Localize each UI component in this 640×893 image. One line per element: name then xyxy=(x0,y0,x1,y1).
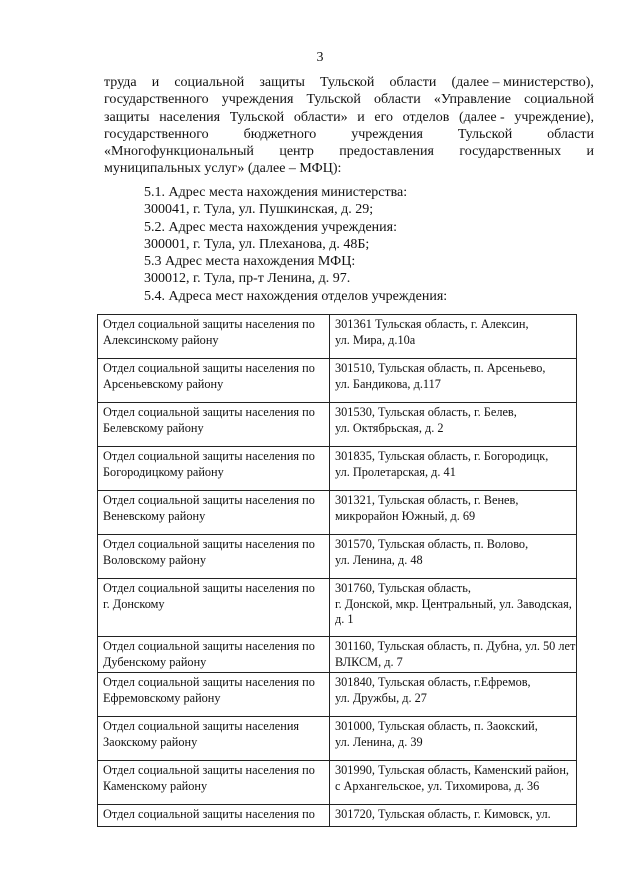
item-heading: 5.1. Адрес места нахождения министерства: xyxy=(144,185,408,200)
table-row xyxy=(98,673,577,717)
table-row xyxy=(98,637,577,673)
office-address-cell xyxy=(330,535,577,579)
office-address-line: с Архангельское, ул. Тихомирова, д. 36 xyxy=(335,778,540,793)
office-address-cell xyxy=(330,579,577,637)
office-name-line: Алексинскому району xyxy=(103,332,219,347)
table-row xyxy=(98,315,577,359)
office-address-cell xyxy=(330,403,577,447)
office-name-cell xyxy=(98,673,330,717)
table-row xyxy=(98,403,577,447)
office-address-cell xyxy=(330,761,577,805)
office-address-cell xyxy=(330,637,577,673)
office-address-line: 301835, Тульская область, г. Богородицк, xyxy=(335,449,549,463)
office-address-cell xyxy=(330,491,577,535)
office-address-line: 301570, Тульская область, п. Волово, xyxy=(335,537,529,551)
office-name-line: Отдел социальной защиты населения xyxy=(103,719,300,733)
paragraph-line: государственного учреждения Тульской области «Управление социальной xyxy=(104,92,594,108)
office-name-line: Каменскому району xyxy=(103,778,208,793)
paragraph-line: труда и социальной защиты Тульской области (далее – министерство), xyxy=(104,75,594,90)
office-address-line: 301530, Тульская область, г. Белев, xyxy=(335,405,517,419)
office-name-line: Отдел социальной защиты населения по xyxy=(103,675,315,689)
office-address-line: г. Донской, мкр. Центральный, ул. Заводская, xyxy=(335,596,572,611)
office-address-line: ул. Мира, д.10а xyxy=(335,332,416,347)
office-name-cell xyxy=(98,403,330,447)
item-heading: 5.2. Адрес места нахождения учреждения: xyxy=(144,219,397,235)
page-number: 3 xyxy=(316,50,324,65)
office-address-cell xyxy=(330,805,577,827)
office-address-line: 301510, Тульская область, п. Арсеньево, xyxy=(335,361,546,375)
office-address-line: ул. Бандикова, д.117 xyxy=(335,376,441,391)
office-name-line: Веневскому району xyxy=(103,508,206,523)
office-name-line: Отдел социальной защиты населения по xyxy=(103,361,315,375)
office-name-line: Отдел социальной защиты населения по xyxy=(103,317,315,331)
office-address-cell xyxy=(330,673,577,717)
office-name-line: г. Донскому xyxy=(103,596,165,611)
office-address-line: 301990, Тульская область, Каменский район, xyxy=(335,763,569,777)
office-address-line: ул. Пролетарская, д. 41 xyxy=(335,464,456,479)
table-row xyxy=(98,717,577,761)
table-heading: 5.4. Адреса мест нахождения отделов учреждения: xyxy=(144,288,448,304)
office-address-cell xyxy=(330,717,577,761)
table-row xyxy=(98,805,577,827)
office-name-cell xyxy=(98,761,330,805)
table-row xyxy=(98,535,577,579)
office-name-line: Отдел социальной защиты населения по xyxy=(103,639,315,653)
office-address-cell xyxy=(330,315,577,359)
office-address-line: 301760, Тульская область, xyxy=(335,581,471,595)
item-address: 300041, г. Тула, ул. Пушкинская, д. 29; xyxy=(144,202,374,218)
office-name-line: Отдел социальной защиты населения по xyxy=(103,537,315,551)
office-name-cell xyxy=(98,717,330,761)
office-name-line: Арсеньевскому району xyxy=(103,376,224,391)
address-list xyxy=(104,184,594,305)
office-address-line: 301840, Тульская область, г.Ефремов, xyxy=(335,675,531,689)
office-address-line: 301000, Тульская область, п. Заокский, xyxy=(335,719,538,733)
office-address-line: ул. Октябрьская, д. 2 xyxy=(335,420,444,435)
paragraph-line: защиты населения Тульской области» и его отделов (далее - учреждение), xyxy=(104,109,594,125)
office-address-line: микрорайон Южный, д. 69 xyxy=(335,508,476,523)
office-name-line: Заокскому району xyxy=(103,734,198,749)
paragraph-line: «Многофункциональный центр предоставления государственных и xyxy=(104,144,594,160)
office-name-line: Белевскому району xyxy=(103,420,204,435)
intro-paragraph xyxy=(104,74,594,178)
offices-table xyxy=(97,314,577,827)
office-name-cell xyxy=(98,805,330,827)
office-address-line: д. 1 xyxy=(335,612,354,626)
office-address-line: 301361 Тульская область, г. Алексин, xyxy=(335,317,529,331)
office-address-line: ул. Ленина, д. 48 xyxy=(335,552,423,567)
office-name-line: Богородицкому району xyxy=(103,464,224,479)
table-row xyxy=(98,447,577,491)
office-address-line: ул. Ленина, д. 39 xyxy=(335,734,423,749)
office-name-line: Дубенскому району xyxy=(103,654,207,669)
table-row xyxy=(98,579,577,637)
item-heading: 5.3 Адрес места нахождения МФЦ: xyxy=(144,254,356,270)
office-name-line: Ефремовскому району xyxy=(103,690,221,705)
office-name-cell xyxy=(98,637,330,673)
office-address-line: 301160, Тульская область, п. Дубна, ул. 50 лет xyxy=(335,639,576,653)
office-name-line: Отдел социальной защиты населения по xyxy=(103,405,315,419)
office-name-cell xyxy=(98,535,330,579)
office-name-cell xyxy=(98,579,330,637)
table-row xyxy=(98,359,577,403)
item-address: 300012, г. Тула, пр-т Ленина, д. 97. xyxy=(144,271,351,287)
office-address-line: 301321, Тульская область, г. Венев, xyxy=(335,493,519,507)
paragraph-last-line: муниципальных услуг» (далее – МФЦ): xyxy=(104,161,342,177)
office-address-line: ВЛКСМ, д. 7 xyxy=(335,654,403,669)
office-address-line: ул. Дружбы, д. 27 xyxy=(335,690,427,705)
office-address-cell xyxy=(330,447,577,491)
office-name-line: Отдел социальной защиты населения по xyxy=(103,807,315,821)
office-name-cell xyxy=(98,359,330,403)
office-name-line: Воловскому району xyxy=(103,552,206,567)
office-name-cell xyxy=(98,491,330,535)
paragraph-line: государственного бюджетного учреждения Тульской области xyxy=(104,126,594,142)
office-address-line: 301720, Тульская область, г. Кимовск, ул. xyxy=(335,807,551,821)
item-address: 300001, г. Тула, ул. Плеханова, д. 48Б; xyxy=(144,236,370,252)
office-name-line: Отдел социальной защиты населения по xyxy=(103,763,315,777)
office-name-cell xyxy=(98,447,330,491)
table-row xyxy=(98,761,577,805)
table-row xyxy=(98,491,577,535)
office-name-cell xyxy=(98,315,330,359)
office-name-line: Отдел социальной защиты населения по xyxy=(103,581,315,595)
office-name-line: Отдел социальной защиты населения по xyxy=(103,449,315,463)
office-address-cell xyxy=(330,359,577,403)
office-name-line: Отдел социальной защиты населения по xyxy=(103,493,315,507)
